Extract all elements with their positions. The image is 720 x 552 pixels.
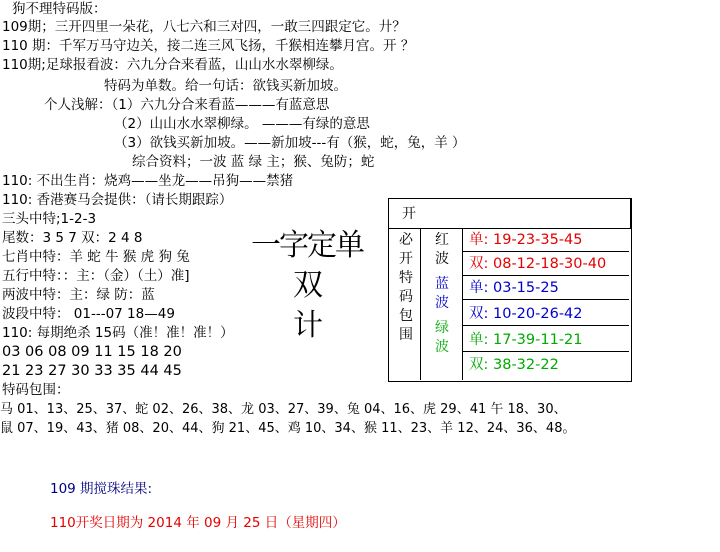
line-zodiac-2: 鼠 07、19、43、猪 08、20、44、狗 21、45、鸡 10、34、猴 11、23、羊 12、24、36、48。 xyxy=(0,421,576,436)
line-weishu: 尾数：3 5 7 双：2 4 8 xyxy=(2,230,143,246)
big-title-line-1: 一字定单双 xyxy=(251,228,363,303)
line-boduan: 波段中特： 01---07 18—49 xyxy=(2,306,175,322)
row-value: 17-39-11-21 xyxy=(493,332,583,348)
row-value: 03-15-25 xyxy=(493,280,559,296)
col2-green: 波 xyxy=(435,339,449,355)
table-col-2 xyxy=(422,228,463,380)
table-row-blue-double xyxy=(463,302,629,326)
col1-char: 围 xyxy=(399,327,413,343)
row-value: 19-23-35-45 xyxy=(493,232,583,248)
line-110-b: 110期;足球报看波：六九分合来看蓝，山山水水翠柳绿。 xyxy=(2,57,343,73)
line-personal: 个人浅解：（1）六九分合来看蓝———有蓝意思 xyxy=(44,97,330,113)
col1-char: 特 xyxy=(399,270,413,286)
line-109: 109期；三开四里一朵花，八七六和三对四，一敢三四跟定它。廾？ xyxy=(2,19,406,35)
draw-date: 110开奖日期为 2014 年 09 月 25 日（星期四） xyxy=(50,515,346,531)
line-nums-2: 21 23 27 30 33 35 44 45 xyxy=(2,363,182,379)
line-p2: （2）山山水水翠柳绿。 ———有绿的意思 xyxy=(114,116,370,132)
col1-char: 码 xyxy=(399,289,413,305)
row-label: 单: xyxy=(469,332,489,348)
big-title xyxy=(242,226,372,346)
line-hk: 110: 香港赛马会提供：（请长期跟踪） xyxy=(2,192,233,208)
row-value: 38-32-22 xyxy=(493,357,559,373)
row-value: 10-20-26-42 xyxy=(493,306,583,322)
big-title-line-2: 计 xyxy=(293,308,321,343)
col1-char: 必 xyxy=(399,232,413,248)
row-label: 双: xyxy=(469,306,489,322)
table-col-1 xyxy=(392,228,421,380)
line-zodiac-1: 马 01、13、25、37、蛇 02、26、38、龙 03、27、39、兔 04、16、虎 29、41 午 18、30、 xyxy=(0,402,567,417)
table-row-red-single xyxy=(463,228,629,252)
col1-char: 开 xyxy=(399,251,413,267)
line-summary: 综合资料；一波 蓝 绿 主；猴、兔防；蛇 xyxy=(132,154,375,170)
line-tema: 特码为单数。给一句话：欲钱买新加坡。 xyxy=(104,78,347,94)
line-meiqi: 110: 每期绝杀 15码（准！准！准！） xyxy=(2,325,234,341)
table-header xyxy=(388,198,631,229)
row-label: 单: xyxy=(469,280,489,296)
row-value: 08-12-18-30-40 xyxy=(493,256,607,272)
line-buchu: 110: 不出生肖：烧鸡——坐龙——吊狗——禁猪 xyxy=(2,173,294,189)
table-header-label: 开 xyxy=(402,206,416,222)
line-santou: 三头中特;1-2-3 xyxy=(2,211,97,227)
col1-char: 包 xyxy=(399,308,413,324)
table-row-green-double xyxy=(463,353,629,377)
line-qixiao: 七肖中特：羊 蛇 牛 猴 虎 狗 兔 xyxy=(2,249,190,265)
row-label: 单: xyxy=(469,232,489,248)
col2-blue: 波 xyxy=(435,295,449,311)
col2-blue: 蓝 xyxy=(435,276,449,292)
header-title: 狗不理特码版： xyxy=(12,1,107,17)
line-nums-1: 03 06 08 09 11 15 18 20 xyxy=(2,344,182,360)
line-wuxing: 五行中特：：主：（金）（土）准] xyxy=(2,268,190,284)
line-p3: （3）欲钱买新加坡。——新加坡---有（猴，蛇，兔，羊 ） xyxy=(114,135,466,151)
table-row-blue-single xyxy=(463,276,629,300)
row-label: 双: xyxy=(469,256,489,272)
table-row-red-double xyxy=(463,252,629,276)
line-liangbo: 两波中特：主：绿 防：蓝 xyxy=(2,287,155,303)
col2-red: 波 xyxy=(435,251,449,267)
result-label: 109 期搅珠结果: xyxy=(50,481,153,497)
row-label: 双: xyxy=(469,357,489,373)
col2-green: 绿 xyxy=(435,320,449,336)
line-baowei: 特码包围： xyxy=(2,382,70,398)
col2-red: 红 xyxy=(435,232,449,248)
line-110-a: 110 期：千军万马守边关，接二连三风飞扬，千猴相连攀月宫。开 ？ xyxy=(2,38,415,54)
table-row-green-single xyxy=(463,328,629,352)
